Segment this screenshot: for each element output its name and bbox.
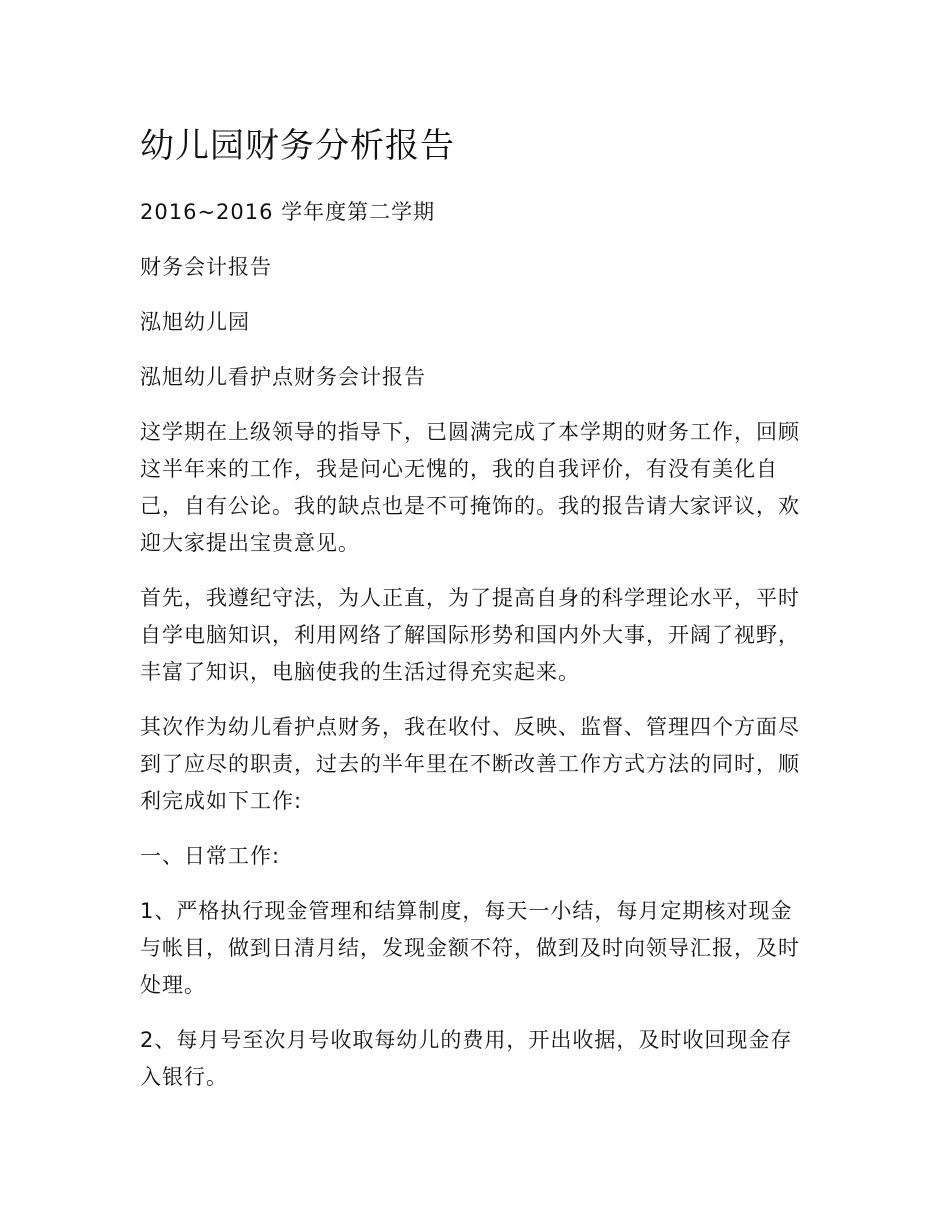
paragraph-intro: 这学期在上级领导的指导下，已圆满完成了本学期的财务工作，回顾这半年来的工作，我是问心无愧的，我的自我评价，有没有美化自己，自有公论。我的缺点也是不可掩饰的。我的报告请大家评议，欢迎大家提出宝贵意见。 [140, 420, 800, 555]
school-year-line: 2016~2016 学年度第二学期 [140, 200, 436, 224]
list-item-1: 1、严格执行现金管理和结算制度，每天一小结，每月定期核对现金与帐目，做到日清月结，发现金额不符，做到及时向领导汇报，及时处理。 [140, 899, 800, 997]
paragraph-duties: 其次作为幼儿看护点财务，我在收付、反映、监督、管理四个方面尽到了应尽的职责，过去的半年里在不断改善工作方式方法的同时，顺利完成如下工作: [140, 715, 800, 813]
document-body [140, 118, 820, 1114]
paragraph-conduct: 首先，我遵纪守法，为人正直，为了提高自身的科学理论水平，平时自学电脑知识，利用网络了解国际形势和国内外大事，开阔了视野，丰富了知识，电脑使我的生活过得充实起来。 [140, 586, 800, 684]
document-title: 幼儿园财务分析报告 [140, 126, 455, 166]
list-item-2: 2、每月号至次月号收取每幼儿的费用，开出收据，及时收回现金存入银行。 [140, 1028, 793, 1089]
section-heading-daily-work: 一、日常工作: [140, 844, 281, 868]
report-heading-line: 泓旭幼儿看护点财务会计报告 [140, 365, 426, 389]
kindergarten-name-line: 泓旭幼儿园 [140, 310, 250, 334]
report-type-line: 财务会计报告 [140, 255, 272, 279]
